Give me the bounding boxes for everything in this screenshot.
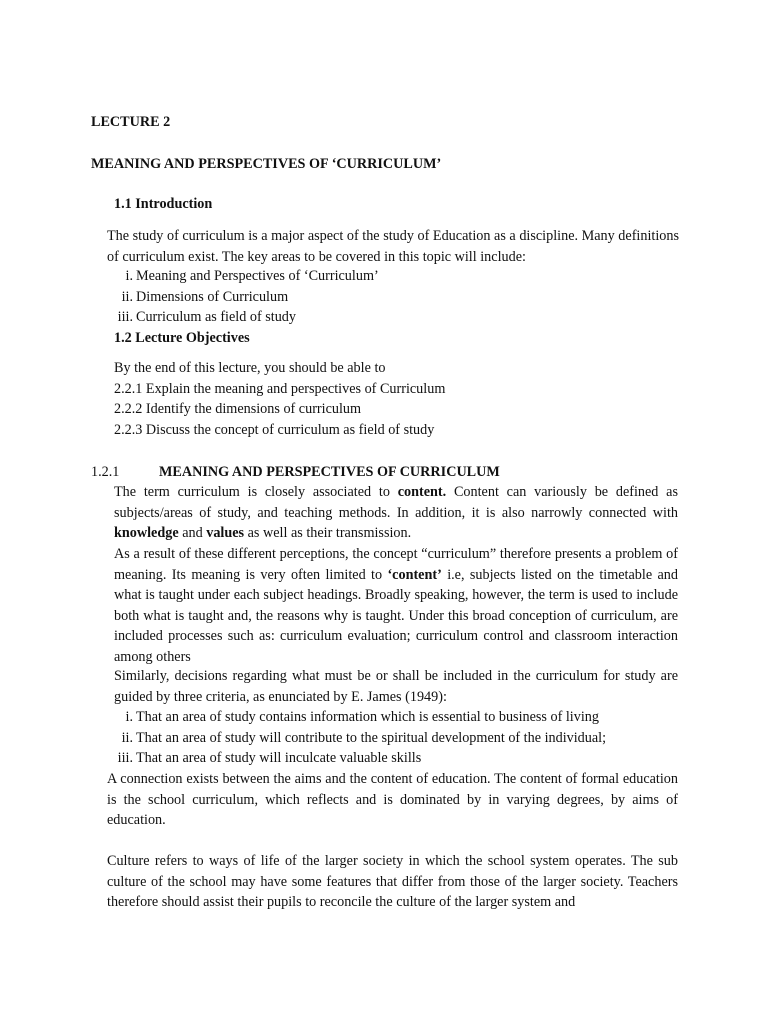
list-item: ii. That an area of study will contribute to the spiritual development of the individual; <box>121 729 607 746</box>
objective-item: 2.2.1 Explain the meaning and perspectives of Curriculum <box>114 380 446 397</box>
list-item: iii. That an area of study will inculcate valuable skills <box>117 750 422 767</box>
paragraph-culture: Culture refers to ways of life of the larger society in which the school system operates. The sub culture of the school may have some features that differ from those of the larger society. Teachers therefore should assist their pupils to reconcile the culture of the larger system and <box>107 853 678 911</box>
main-heading: MEANING AND PERSPECTIVES OF ‘CURRICULUM’ <box>91 156 442 172</box>
section-heading: MEANING AND PERSPECTIVES OF CURRICULUM <box>159 464 500 480</box>
intro-paragraph: The study of curriculum is a major aspect of the study of Education as a discipline. Many definitions of curriculum exist. The key areas to be covered in this topic will include: <box>107 228 679 265</box>
list-item: iii. Curriculum as field of study <box>117 309 296 326</box>
objectives-lead: By the end of this lecture, you should be able to <box>114 360 386 376</box>
section-number: 1.2.1 <box>91 464 120 480</box>
paragraph-aims: A connection exists between the aims and the content of education. The content of formal education is the school curriculum, which reflects and is dominated by in varying degrees, by aims of education. <box>107 771 678 829</box>
paragraph-content: The term curriculum is closely associated to content. Content can variously be defined as subjects/areas of study, and teaching methods. In addition, it is also narrowly connected with knowledge and values as well as their transmission. <box>114 484 678 542</box>
lecture-title: LECTURE 2 <box>91 114 171 130</box>
objectives-heading: 1.2 Lecture Objectives <box>114 330 250 346</box>
objectives-block <box>114 358 674 440</box>
intro-list <box>107 266 679 328</box>
objective-item: 2.2.2 Identify the dimensions of curriculum <box>114 401 362 418</box>
paragraph-perceptions: As a result of these different perceptions, the concept “curriculum” therefore presents a problem of meaning. Its meaning is very often limited to ‘content’ i.e, subjects listed on the timetable and what is taught under each subject headings. Broadly speaking, however, the term is used to include both what is taught and, the reasons why is taught. Under this broad conception of curriculum, are included processes such as: curriculum evaluation; curriculum control and classroom interaction among others <box>114 546 678 665</box>
paragraph-criteria-intro: Similarly, decisions regarding what must be or shall be included in the curriculum for study are guided by three criteria, as enunciated by E. James (1949): <box>114 668 678 705</box>
list-item: ii. Dimensions of Curriculum <box>121 288 289 305</box>
list-item: i. That an area of study contains information which is essential to business of living <box>125 709 599 725</box>
criteria-list <box>107 707 679 769</box>
objective-item: 2.2.3 Discuss the concept of curriculum as field of study <box>114 421 435 438</box>
intro-heading: 1.1 Introduction <box>114 196 213 212</box>
list-item: i. Meaning and Perspectives of ‘Curriculum’ <box>125 268 379 284</box>
